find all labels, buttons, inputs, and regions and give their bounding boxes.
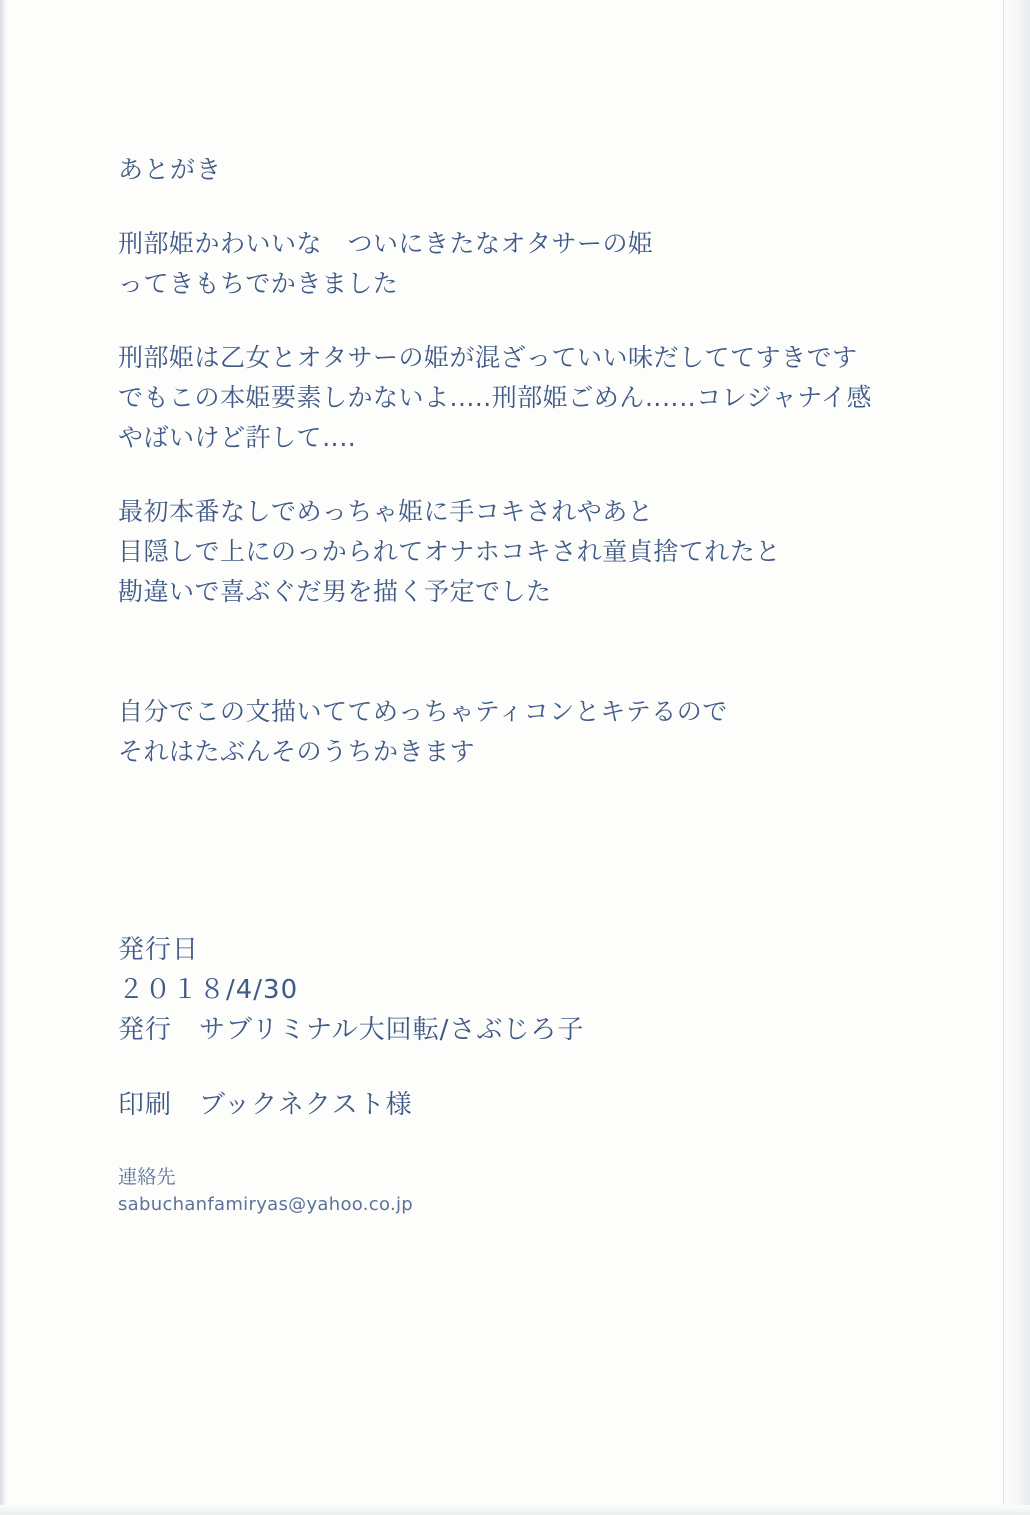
afterword-section <box>118 150 918 806</box>
afterword-paragraph-3-line-2: 目隠しで上にのっかられてオナホコキされ童貞捨てれたと <box>118 537 781 566</box>
publication-info <box>118 930 918 1050</box>
page-left-edge-shadow <box>0 0 7 1515</box>
afterword-paragraph-2-line-1: 刑部姫は乙女とオタサーの姫が混ざっていい味だしててすきです <box>118 343 858 372</box>
afterword-paragraph-1 <box>118 224 918 304</box>
colophon-section <box>118 930 918 1219</box>
contact-email: sabuchanfamiryas@yahoo.co.jp <box>118 1194 414 1215</box>
publisher-circle: 発行 サブリミナル大回転/さぶじろ子 <box>118 1015 585 1045</box>
afterword-paragraph-4 <box>118 692 918 772</box>
contact-label: 連絡先 <box>118 1166 176 1188</box>
afterword-paragraph-2-line-2: でもこの本姫要素しかないよ.....刑部姫ごめん‥‥‥コレジャナイ感 <box>118 383 872 412</box>
contact-info <box>118 1163 918 1219</box>
page-bottom-edge-shadow <box>0 1505 1030 1515</box>
afterword-paragraph-2 <box>118 338 918 458</box>
afterword-paragraph-3 <box>118 492 918 612</box>
paragraph-spacer <box>118 646 918 692</box>
afterword-paragraph-3-line-1: 最初本番なしでめっちゃ姫に手コキされやあと <box>118 497 654 526</box>
afterword-paragraph-1-line-1: 刑部姫かわいいな ついにきたなオタサーの姫 <box>118 229 654 258</box>
afterword-paragraph-1-line-2: ってきもちでかきました <box>118 269 399 298</box>
afterword-paragraph-4-line-1: 自分でこの文描いててめっちゃティコンとキテるので <box>118 697 728 726</box>
page-right-edge-line <box>1003 0 1004 1515</box>
publication-date-value: ２０１８/4/30 <box>118 975 299 1005</box>
afterword-paragraph-4-line-2: それはたぶんそのうちかきます <box>118 737 476 766</box>
afterword-paragraph-2-line-3: やばいけど許して‥‥ <box>118 423 357 452</box>
afterword-paragraph-3-line-3: 勘違いで喜ぶぐだ男を描く予定でした <box>118 577 552 606</box>
publication-date-label: 発行日 <box>118 935 200 965</box>
printer-info: 印刷 ブックネクスト様 <box>118 1090 413 1120</box>
afterword-title: あとがき <box>118 155 223 184</box>
